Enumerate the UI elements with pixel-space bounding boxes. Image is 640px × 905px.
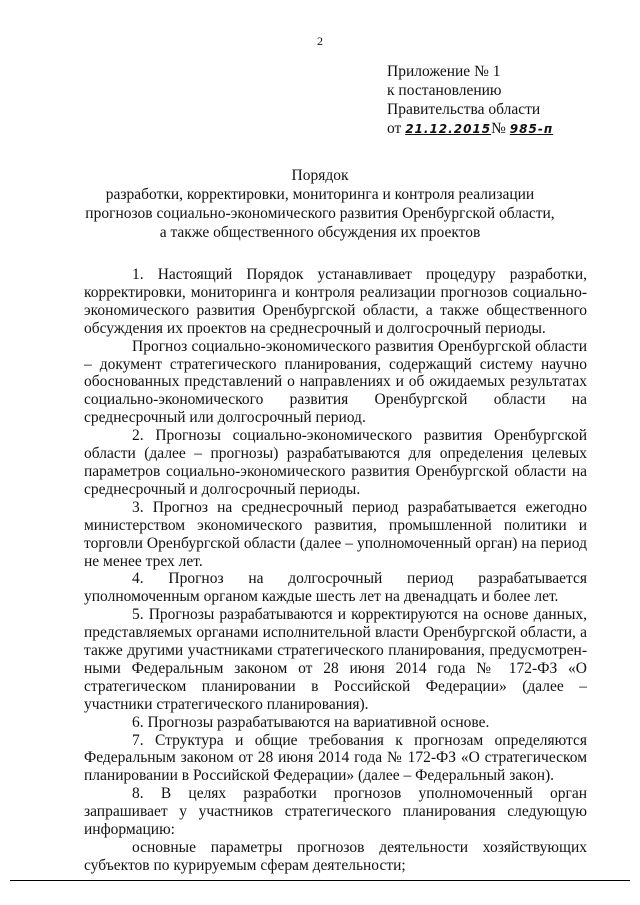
number-prefix: №	[491, 120, 506, 137]
paragraph-8: 8. В целях разработки прогнозов уполномоченный орган запрашивает у участников стратегического планирования следующую информацию:	[84, 785, 587, 839]
appendix-line-government: Правительства области	[387, 101, 541, 118]
paragraph-8-item: основные параметры прогнозов деятельности хозяйствующих субъектов по курируемым сферам деятельности;	[84, 839, 587, 874]
paragraph-5: 5. Прогнозы разрабатываются и корректируются на основе данных, представляемых органами исполнительной власти Оренбургской области, а также другими участниками стратегического планирования, предусмотрен-ными Федеральным законом от 28 июня 2014 года № 172-ФЗ «О стратегическом планировании в Российской Федерации» (далее – участники стратегического планирования).	[84, 606, 587, 713]
appendix-date-line	[387, 119, 553, 139]
title-line-4: а также общественного обсуждения их проектов	[159, 224, 481, 241]
date-prefix: от	[387, 120, 402, 137]
title-line-3: прогнозов социально-экономического развития Оренбургской области,	[85, 205, 555, 222]
title-line-2: разработки, корректировки, мониторинга и контроля реализации	[105, 186, 535, 203]
appendix-block	[387, 62, 553, 139]
paragraph-7: 7. Структура и общие требования к прогнозам определяются Федеральным законом от 28 июня 2014 года № 172-ФЗ «О стратегическом планировании в Российской Федерации» (далее – Федеральный закон).	[84, 731, 587, 785]
bottom-divider	[10, 880, 630, 881]
handwritten-number: 985-п	[509, 122, 554, 136]
paragraph-2: 2. Прогнозы социально-экономического развития Оренбургской области (далее – прогнозы) разрабатываются для определения целевых параметров социально-экономического развития Оренбургской области на среднесрочный и долгосрочный периоды.	[84, 427, 587, 498]
paragraph-4: 4. Прогноз на долгосрочный период разрабатывается уполномоченным органом каждые шесть лет на двенадцать и более лет.	[84, 570, 587, 606]
page-number: 2	[317, 34, 323, 48]
appendix-title: Приложение № 1	[387, 63, 501, 80]
paragraph-6: 6. Прогнозы разрабатываются на вариативной основе.	[132, 713, 490, 731]
handwritten-date: 21.12.2015	[405, 122, 492, 136]
paragraph-1: 1. Настоящий Порядок устанавливает процедуру разработки, корректировки, мониторинга и контроля реализации прогнозов социально-экономического развития Оренбургской области, а также общественного обсуждения их проектов на среднесрочный и долгосрочный периоды.	[84, 266, 587, 337]
document-body	[84, 266, 587, 875]
document-title	[80, 166, 560, 242]
appendix-line-resolution: к постановлению	[387, 82, 502, 99]
paragraph-3: 3. Прогноз на среднесрочный период разрабатывается ежегодно министерством экономического развития, промышленной политики и торговли Оренбургской области (далее – уполномоченный орган) на период не менее трех лет.	[84, 498, 587, 570]
title-line-1: Порядок	[291, 167, 349, 184]
paragraph-definition: Прогноз социально-экономического развития Оренбургской области – документ стратегического планирования, содержащий систему научно обоснованных представлений о направлениях и об ожидаемых результатах социально-экономического развития Оренбургской области на среднесрочный или долгосрочный период.	[84, 337, 587, 427]
